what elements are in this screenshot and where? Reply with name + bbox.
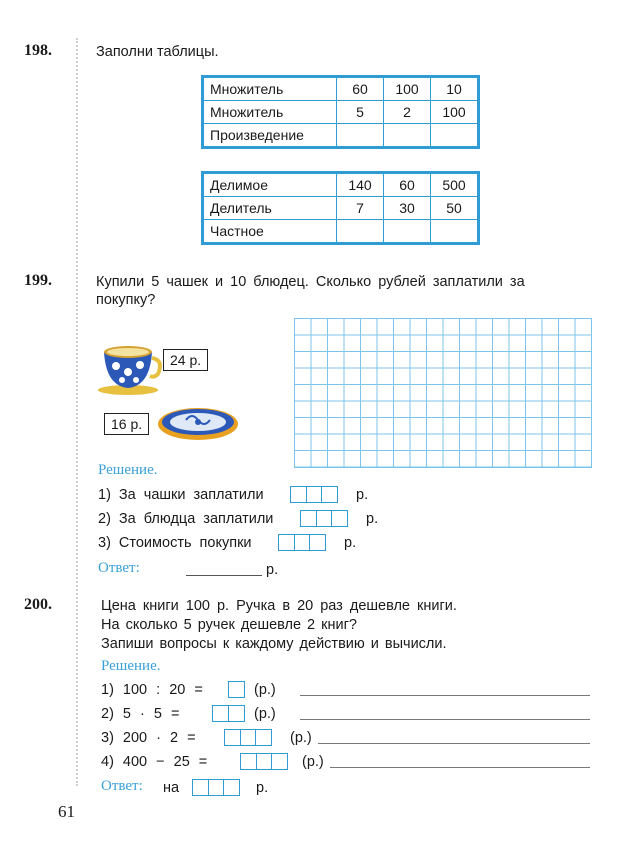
row-label: Множитель [204,78,337,101]
page-number: 61 [58,802,75,821]
ex200-answer-label: Ответ: [101,778,143,794]
ex200-step-1-unit: (р.) [254,682,276,698]
ex200-step-1: 1) 100 : 20 = [101,682,203,698]
cell: 50 [431,197,478,220]
answer-cell[interactable] [337,220,384,243]
table-row [204,174,478,197]
ex200-step-4-answer-boxes[interactable] [240,753,288,770]
exercise-199-line1: Купили 5 чашек и 10 блюдец. Сколько рублей заплатили за [96,274,525,290]
cell: 140 [337,174,384,197]
exercise-200-line2: На сколько 5 ручек дешевле 2 книг? [101,617,357,633]
saucer-price-tag: 16 р. [104,413,149,435]
ex200-answer-boxes[interactable] [192,779,240,796]
teacup-icon [98,340,170,396]
ex200-answer-prefix: на [163,780,180,796]
ex200-step-4: 4) 400 − 25 = [101,754,208,770]
ex199-answer-label: Ответ: [98,560,140,576]
cell: 60 [384,174,431,197]
exercise-199-number: 199. [24,272,52,289]
ex200-step-2-question-line[interactable] [300,719,590,720]
answer-cell[interactable] [384,220,431,243]
cell: 5 [337,101,384,124]
exercise-199-line2: покупку? [96,292,156,308]
cell: 60 [337,78,384,101]
ex200-step-2-answer-boxes[interactable] [212,705,245,722]
ex200-step-2: 2) 5 · 5 = [101,706,180,722]
ex199-step-3-unit: р. [344,535,357,551]
ex200-answer-unit: р. [256,780,269,796]
ex200-step-1-question-line[interactable] [300,695,590,696]
ex199-solution-heading: Решение. [98,462,158,478]
saucer-icon [156,402,240,442]
ex200-step-1-answer-boxes[interactable] [228,681,245,698]
table-row [204,124,478,147]
squared-grid-workspace[interactable] [294,318,592,468]
ex199-step-2-answer-boxes[interactable] [300,510,348,527]
exercise-200-line3: Запиши вопросы к каждому действию и вычисли. [101,636,447,652]
cell: 2 [384,101,431,124]
cup-price-tag: 24 р. [163,349,208,371]
ex200-step-2-unit: (р.) [254,706,276,722]
row-label: Произведение [204,124,337,147]
ex199-step-1-answer-boxes[interactable] [290,486,338,503]
answer-cell[interactable] [431,220,478,243]
row-label: Делимое [204,174,337,197]
exercise-198-number: 198. [24,42,52,59]
ex199-step-2: 2) За блюдца заплатили [98,511,274,527]
answer-cell[interactable] [384,124,431,147]
ex200-step-3-answer-boxes[interactable] [224,729,272,746]
table-row [204,101,478,124]
ex199-step-1: 1) За чашки заплатили [98,487,264,503]
ex200-step-4-unit: (р.) [302,754,324,770]
exercise-200-number: 200. [24,596,52,613]
exercise-198-instruction: Заполни таблицы. [96,44,219,60]
ex199-step-1-unit: р. [356,487,369,503]
cell: 7 [337,197,384,220]
row-label: Частное [204,220,337,243]
answer-cell[interactable] [337,124,384,147]
table-row [204,78,478,101]
row-label: Множитель [204,101,337,124]
ex199-step-2-unit: р. [366,511,379,527]
ex200-solution-heading: Решение. [101,658,161,674]
answer-cell[interactable] [431,124,478,147]
ex200-step-3-unit: (р.) [290,730,312,746]
ex200-step-3: 3) 200 · 2 = [101,730,196,746]
table-division [201,171,480,245]
ex200-step-4-question-line[interactable] [330,767,590,768]
ex199-answer-line[interactable] [186,575,262,576]
row-label: Делитель [204,197,337,220]
cell: 100 [431,101,478,124]
cell: 500 [431,174,478,197]
table-multiplication [201,75,480,149]
ex199-answer-unit: р. [266,562,279,578]
cell: 30 [384,197,431,220]
table-row [204,197,478,220]
margin-dotted-line [76,38,78,786]
table-row [204,220,478,243]
cell: 100 [384,78,431,101]
ex199-step-3: 3) Стоимость покупки [98,535,252,551]
cell: 10 [431,78,478,101]
ex200-step-3-question-line[interactable] [318,743,590,744]
exercise-200-line1: Цена книги 100 р. Ручка в 20 раз дешевле книги. [101,598,457,614]
ex199-step-3-answer-boxes[interactable] [278,534,326,551]
